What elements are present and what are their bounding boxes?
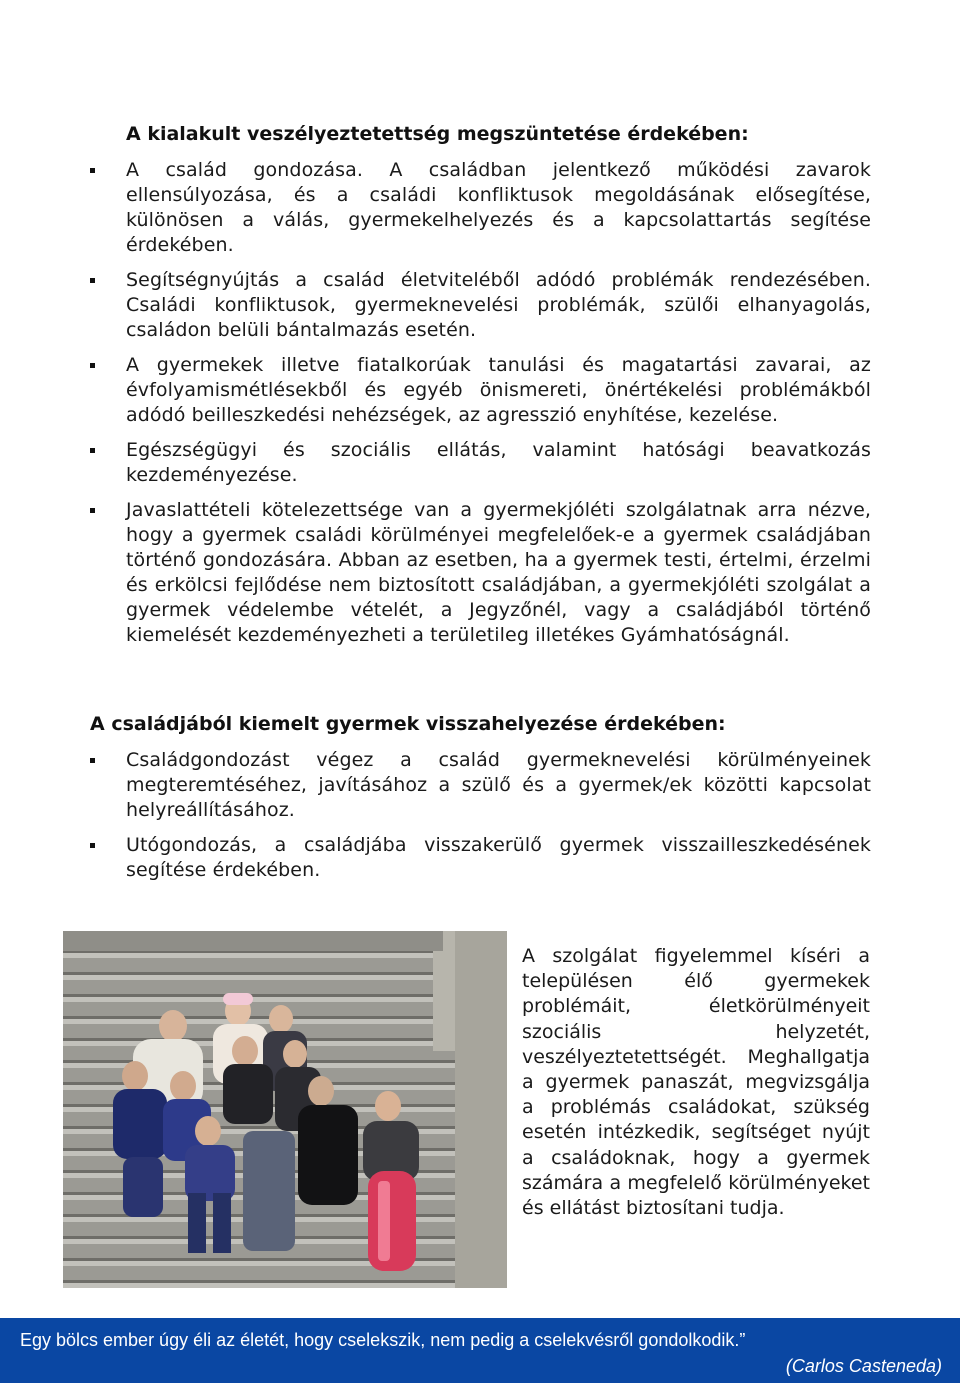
list-item <box>90 158 871 258</box>
side-paragraph: A szolgálat figyelemmel kíséri a településen élő gyermekek problémáit, életkörülményeit szociális helyzetét, veszélyeztetettségét. Meghallgatja a gyermek panaszát, megvizsgálja a problémás családokat, szükség esetén intézkedik, segítséget nyújt a családoknak, hogy a gyermek számára a megfelelő körülményeket és ellátást biztosítani tudja. <box>522 945 870 1220</box>
list-item-text: Utógondozás, a családjába visszakerülő gyermek visszailleszkedésének segítése érdekében. <box>126 834 871 881</box>
list-item-text: Családgondozást végez a család gyermeknevelési körülményeinek megteremtéséhez, javításához a szülő és a gyermek/ek közötti kapcsolat helyreállításához. <box>126 749 871 821</box>
list-item <box>90 498 871 648</box>
group-photo-illustration <box>63 931 507 1288</box>
bullet-icon <box>90 363 95 368</box>
bullet-icon <box>90 168 95 173</box>
footer-author: (Carlos Casteneda) <box>785 1356 942 1376</box>
section1-heading: A kialakult veszélyeztetettség megszüntetése érdekében: <box>126 123 749 145</box>
footer-quote: Egy bölcs ember úgy éli az életét, hogy cselekszik, nem pedig a cselekvésről gondolkodik.” <box>20 1330 746 1350</box>
list-item-text: A gyermekek illetve fiatalkorúak tanulási és magatartási zavarai, az évfolyamismétlésekből és egyéb önismereti, önértékelési problémákból adódó beilleszkedési nehézségek, az agresszió enyhítése, kezelése. <box>126 354 871 426</box>
group-photo <box>63 931 507 1288</box>
list-item <box>90 268 871 343</box>
bullet-icon <box>90 843 95 848</box>
list-item-text: Egészségügyi és szociális ellátás, valamint hatósági beavatkozás kezdeményezése. <box>126 439 871 486</box>
section2-heading: A családjából kiemelt gyermek visszahelyezése érdekében: <box>90 713 726 735</box>
section2-list <box>90 748 871 893</box>
section1-list <box>90 158 871 658</box>
list-item <box>90 353 871 428</box>
bullet-icon <box>90 448 95 453</box>
list-item-text: Segítségnyújtás a család életviteléből adódó problémák rendezésében. Családi konfliktusok, gyermeknevelési problémák, szülői elhanyagolás, családon belüli bántalmazás esetén. <box>126 269 871 341</box>
list-item <box>90 748 871 823</box>
bullet-icon <box>90 278 95 283</box>
footer-bar <box>0 1318 960 1383</box>
list-item <box>90 833 871 883</box>
bullet-icon <box>90 758 95 763</box>
list-item-text: A család gondozása. A családban jelentkező működési zavarok ellensúlyozása, és a családi konfliktusok megoldásának elősegítése, különösen a válás, gyermekelhelyezés és a kapcsolattartás segítése érdekében. <box>126 159 871 256</box>
list-item <box>90 438 871 488</box>
list-item-text: Javaslattételi kötelezettsége van a gyermekjóléti szolgálatnak arra nézve, hogy a gyermek családi körülményei megfelelőek-e a gyermek családjában történő gondozására. Abban az esetben, ha a gyermek testi, értelmi, érzelmi és erkölcsi fejlődése nem biztosított családjában, a gyermekjóléti szolgálat a gyermek védelembe vételét, a Jegyzőnél, vagy a családjából történő kiemelését kezdeményezheti a területileg illetékes Gyámhatóságnál. <box>126 499 871 646</box>
bullet-icon <box>90 508 95 513</box>
